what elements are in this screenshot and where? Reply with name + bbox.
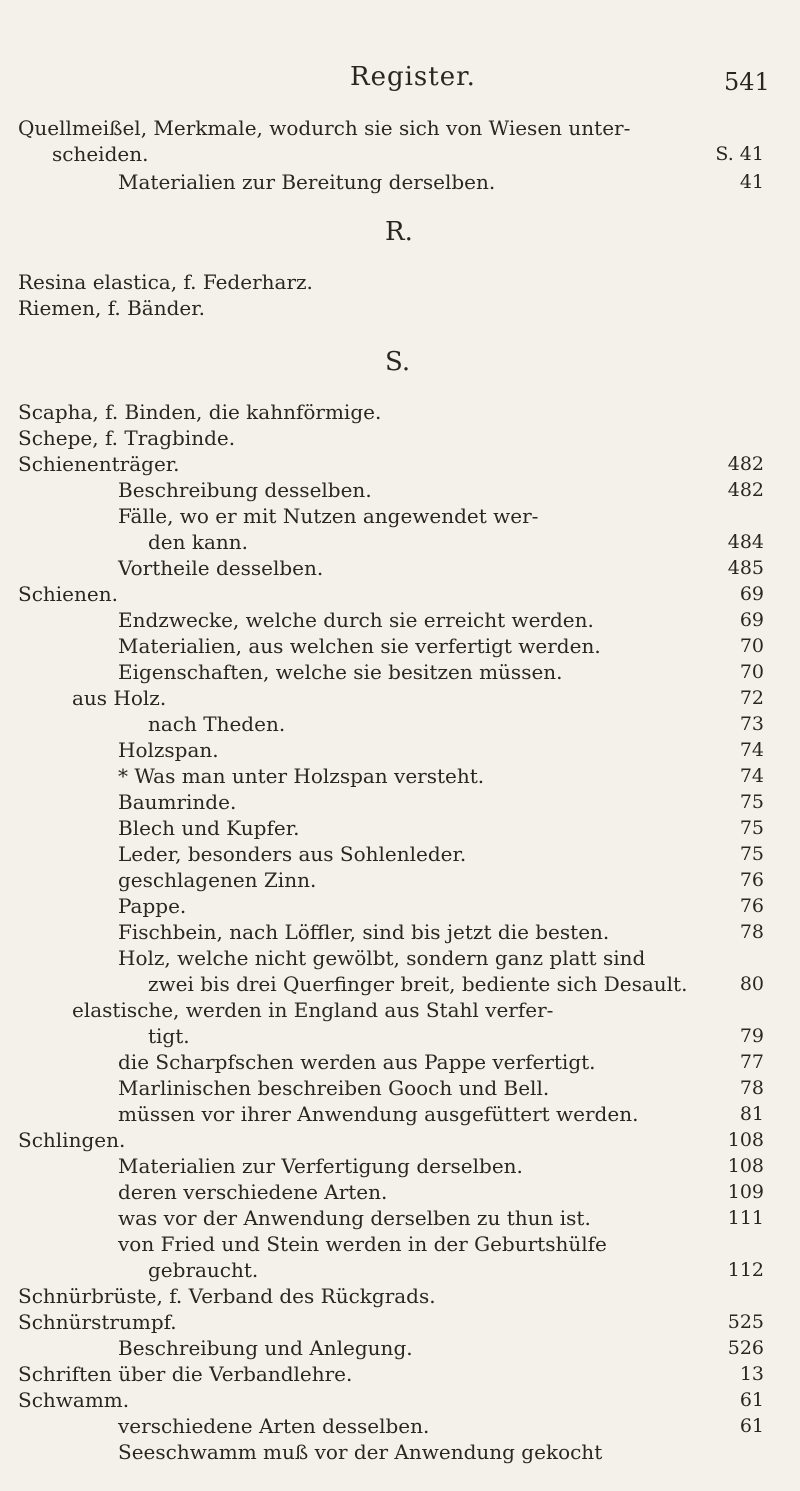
index-entry: Vortheile desselben.	[118, 556, 324, 580]
index-entry: Schlingen.	[18, 1128, 126, 1152]
index-entry: tigt.	[148, 1024, 190, 1048]
index-entry: Blech und Kupfer.	[118, 816, 300, 840]
page-reference: 41	[739, 171, 764, 193]
index-entry: Scapha, f. Binden, die kahnförmige.	[18, 400, 382, 424]
index-entry: deren verschiedene Arten.	[118, 1180, 388, 1204]
index-entry: Beschreibung desselben.	[118, 478, 372, 502]
index-entry: aus Holz.	[72, 686, 167, 710]
page-reference: 112	[727, 1259, 764, 1281]
index-entry: Seeschwamm muß vor der Anwendung gekocht	[118, 1440, 603, 1464]
index-entry: Quellmeißel, Merkmale, wodurch sie sich von Wiesen unter-	[18, 116, 631, 140]
index-entry: die Scharpfschen werden aus Pappe verfertigt.	[118, 1050, 596, 1074]
index-entry: elastische, werden in England aus Stahl verfer-	[72, 998, 554, 1022]
page-reference: 108	[727, 1129, 764, 1151]
page-reference: 482	[727, 453, 764, 475]
page-reference: 75	[739, 791, 764, 813]
page-reference: 13	[739, 1363, 764, 1385]
page-reference: 69	[739, 583, 764, 605]
index-entry: Resina elastica, f. Federharz.	[18, 270, 313, 294]
section-letter: R.	[385, 217, 413, 247]
page-reference: 76	[739, 895, 764, 917]
page-reference: 75	[739, 817, 764, 839]
page-reference: 108	[727, 1155, 764, 1177]
page-reference: 79	[739, 1025, 764, 1047]
index-entry: Schienenträger.	[18, 452, 180, 476]
page-reference: 81	[739, 1103, 764, 1125]
page-reference: 525	[727, 1311, 764, 1333]
page-reference: 70	[739, 661, 764, 683]
index-entry: Schriften über die Verbandlehre.	[18, 1362, 353, 1386]
index-entry: Beschreibung und Anlegung.	[118, 1336, 413, 1360]
page-reference: 485	[727, 557, 764, 579]
index-entry: Materialien zur Verfertigung derselben.	[118, 1154, 523, 1178]
index-entry: gebraucht.	[148, 1258, 259, 1282]
section-letter: S.	[385, 347, 411, 377]
page-reference: 61	[739, 1415, 764, 1437]
index-entry: Fischbein, nach Löffler, sind bis jetzt die besten.	[118, 920, 610, 944]
page-reference: 70	[739, 635, 764, 657]
page-reference: S. 41	[715, 143, 764, 165]
index-entry: Endzwecke, welche durch sie erreicht werden.	[118, 608, 594, 632]
index-entry: Schnürbrüste, f. Verband des Rückgrads.	[18, 1284, 436, 1308]
index-entry: Baumrinde.	[118, 790, 237, 814]
index-entry: Holzspan.	[118, 738, 219, 762]
index-entry: Materialien zur Bereitung derselben.	[118, 170, 496, 194]
page-reference: 78	[739, 921, 764, 943]
page-reference: 80	[739, 973, 764, 995]
index-entry: Pappe.	[118, 894, 187, 918]
page-reference: 526	[727, 1337, 764, 1359]
page-reference: 73	[739, 713, 764, 735]
index-entry: Eigenschaften, welche sie besitzen müssen.	[118, 660, 563, 684]
page-number: 541	[724, 68, 770, 96]
index-entry: müssen vor ihrer Anwendung ausgefüttert werden.	[118, 1102, 639, 1126]
index-entry: Schienen.	[18, 582, 118, 606]
page-reference: 484	[727, 531, 764, 553]
page-reference: 75	[739, 843, 764, 865]
page-reference: 74	[739, 765, 764, 787]
index-entry: scheiden.	[52, 142, 149, 166]
index-entry: Schepe, f. Tragbinde.	[18, 426, 236, 450]
index-entry: Riemen, f. Bänder.	[18, 296, 205, 320]
page-reference: 76	[739, 869, 764, 891]
running-title: Register.	[350, 62, 476, 92]
page-reference: 109	[727, 1181, 764, 1203]
index-entry: den kann.	[148, 530, 249, 554]
page-reference: 69	[739, 609, 764, 631]
index-entry: Marlinischen beschreiben Gooch und Bell.	[118, 1076, 550, 1100]
index-entry: geschlagenen Zinn.	[118, 868, 317, 892]
index-entry: Holz, welche nicht gewölbt, sondern ganz platt sind	[118, 946, 646, 970]
index-entry: von Fried und Stein werden in der Geburtshülfe	[118, 1232, 607, 1256]
page-reference: 77	[739, 1051, 764, 1073]
page-reference: 111	[727, 1207, 764, 1229]
page-reference: 61	[739, 1389, 764, 1411]
page-reference: 78	[739, 1077, 764, 1099]
index-entry: Schnürstrumpf.	[18, 1310, 177, 1334]
page-reference: 72	[739, 687, 764, 709]
index-entry: Leder, besonders aus Sohlenleder.	[118, 842, 467, 866]
index-entry: * Was man unter Holzspan versteht.	[118, 764, 485, 788]
page-header	[0, 62, 800, 102]
index-entry: Fälle, wo er mit Nutzen angewendet wer-	[118, 504, 539, 528]
page-reference: 74	[739, 739, 764, 761]
index-entry: Schwamm.	[18, 1388, 130, 1412]
index-entry: nach Theden.	[148, 712, 286, 736]
index-entry: zwei bis drei Querfinger breit, bediente sich Desault.	[148, 972, 688, 996]
page-reference: 482	[727, 479, 764, 501]
index-entry: was vor der Anwendung derselben zu thun ist.	[118, 1206, 591, 1230]
index-entry: Materialien, aus welchen sie verfertigt werden.	[118, 634, 601, 658]
index-entry: verschiedene Arten desselben.	[118, 1414, 430, 1438]
